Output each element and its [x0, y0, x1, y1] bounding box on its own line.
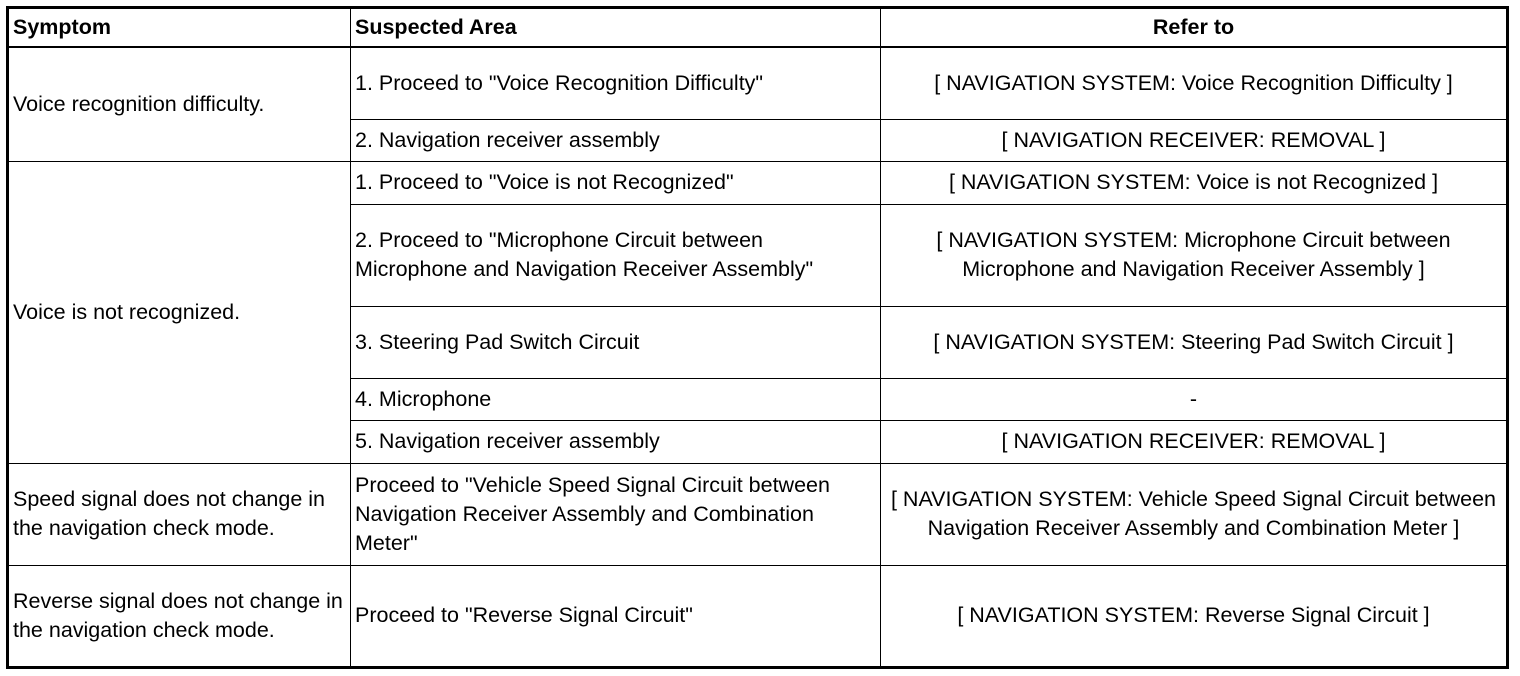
suspected-area-cell: 4. Microphone	[351, 378, 881, 420]
refer-to-link[interactable]: [ NAVIGATION RECEIVER: REMOVAL ]	[881, 119, 1508, 161]
symptom-cell: Voice recognition difficulty.	[8, 47, 351, 161]
suspected-area-cell: 1. Proceed to "Voice Recognition Difficulty"	[351, 47, 881, 119]
suspected-area-cell: 5. Navigation receiver assembly	[351, 420, 881, 463]
header-symptom: Symptom	[8, 8, 351, 48]
table-row	[8, 47, 1508, 119]
symptom-cell: Voice is not recognized.	[8, 161, 351, 463]
refer-to-link[interactable]: [ NAVIGATION SYSTEM: Voice is not Recognized ]	[881, 161, 1508, 204]
header-row	[8, 8, 1508, 48]
refer-to-link[interactable]: [ NAVIGATION RECEIVER: REMOVAL ]	[881, 420, 1508, 463]
refer-to-link[interactable]: [ NAVIGATION SYSTEM: Steering Pad Switch Circuit ]	[881, 306, 1508, 378]
refer-to-link[interactable]: [ NAVIGATION SYSTEM: Microphone Circuit between Microphone and Navigation Receiver Assembly ]	[881, 204, 1508, 306]
refer-to-link[interactable]: [ NAVIGATION SYSTEM: Voice Recognition Difficulty ]	[881, 47, 1508, 119]
refer-to-link[interactable]: [ NAVIGATION SYSTEM: Vehicle Speed Signal Circuit between Navigation Receiver Assembly and Combination Meter ]	[881, 463, 1508, 565]
header-refer-to: Refer to	[881, 8, 1508, 48]
table-row	[8, 463, 1508, 565]
refer-to-value: -	[881, 378, 1508, 420]
suspected-area-cell: 1. Proceed to "Voice is not Recognized"	[351, 161, 881, 204]
suspected-area-cell: 3. Steering Pad Switch Circuit	[351, 306, 881, 378]
suspected-area-cell: 2. Proceed to "Microphone Circuit between Microphone and Navigation Receiver Assembly"	[351, 204, 881, 306]
suspected-area-cell: Proceed to "Reverse Signal Circuit"	[351, 565, 881, 667]
table-row	[8, 565, 1508, 667]
suspected-area-cell: 2. Navigation receiver assembly	[351, 119, 881, 161]
symptom-cell: Reverse signal does not change in the navigation check mode.	[8, 565, 351, 667]
troubleshooting-table	[6, 6, 1509, 669]
refer-to-link[interactable]: [ NAVIGATION SYSTEM: Reverse Signal Circuit ]	[881, 565, 1508, 667]
suspected-area-cell: Proceed to "Vehicle Speed Signal Circuit between Navigation Receiver Assembly and Combination Meter"	[351, 463, 881, 565]
header-suspected-area: Suspected Area	[351, 8, 881, 48]
table-row	[8, 161, 1508, 204]
symptom-cell: Speed signal does not change in the navigation check mode.	[8, 463, 351, 565]
